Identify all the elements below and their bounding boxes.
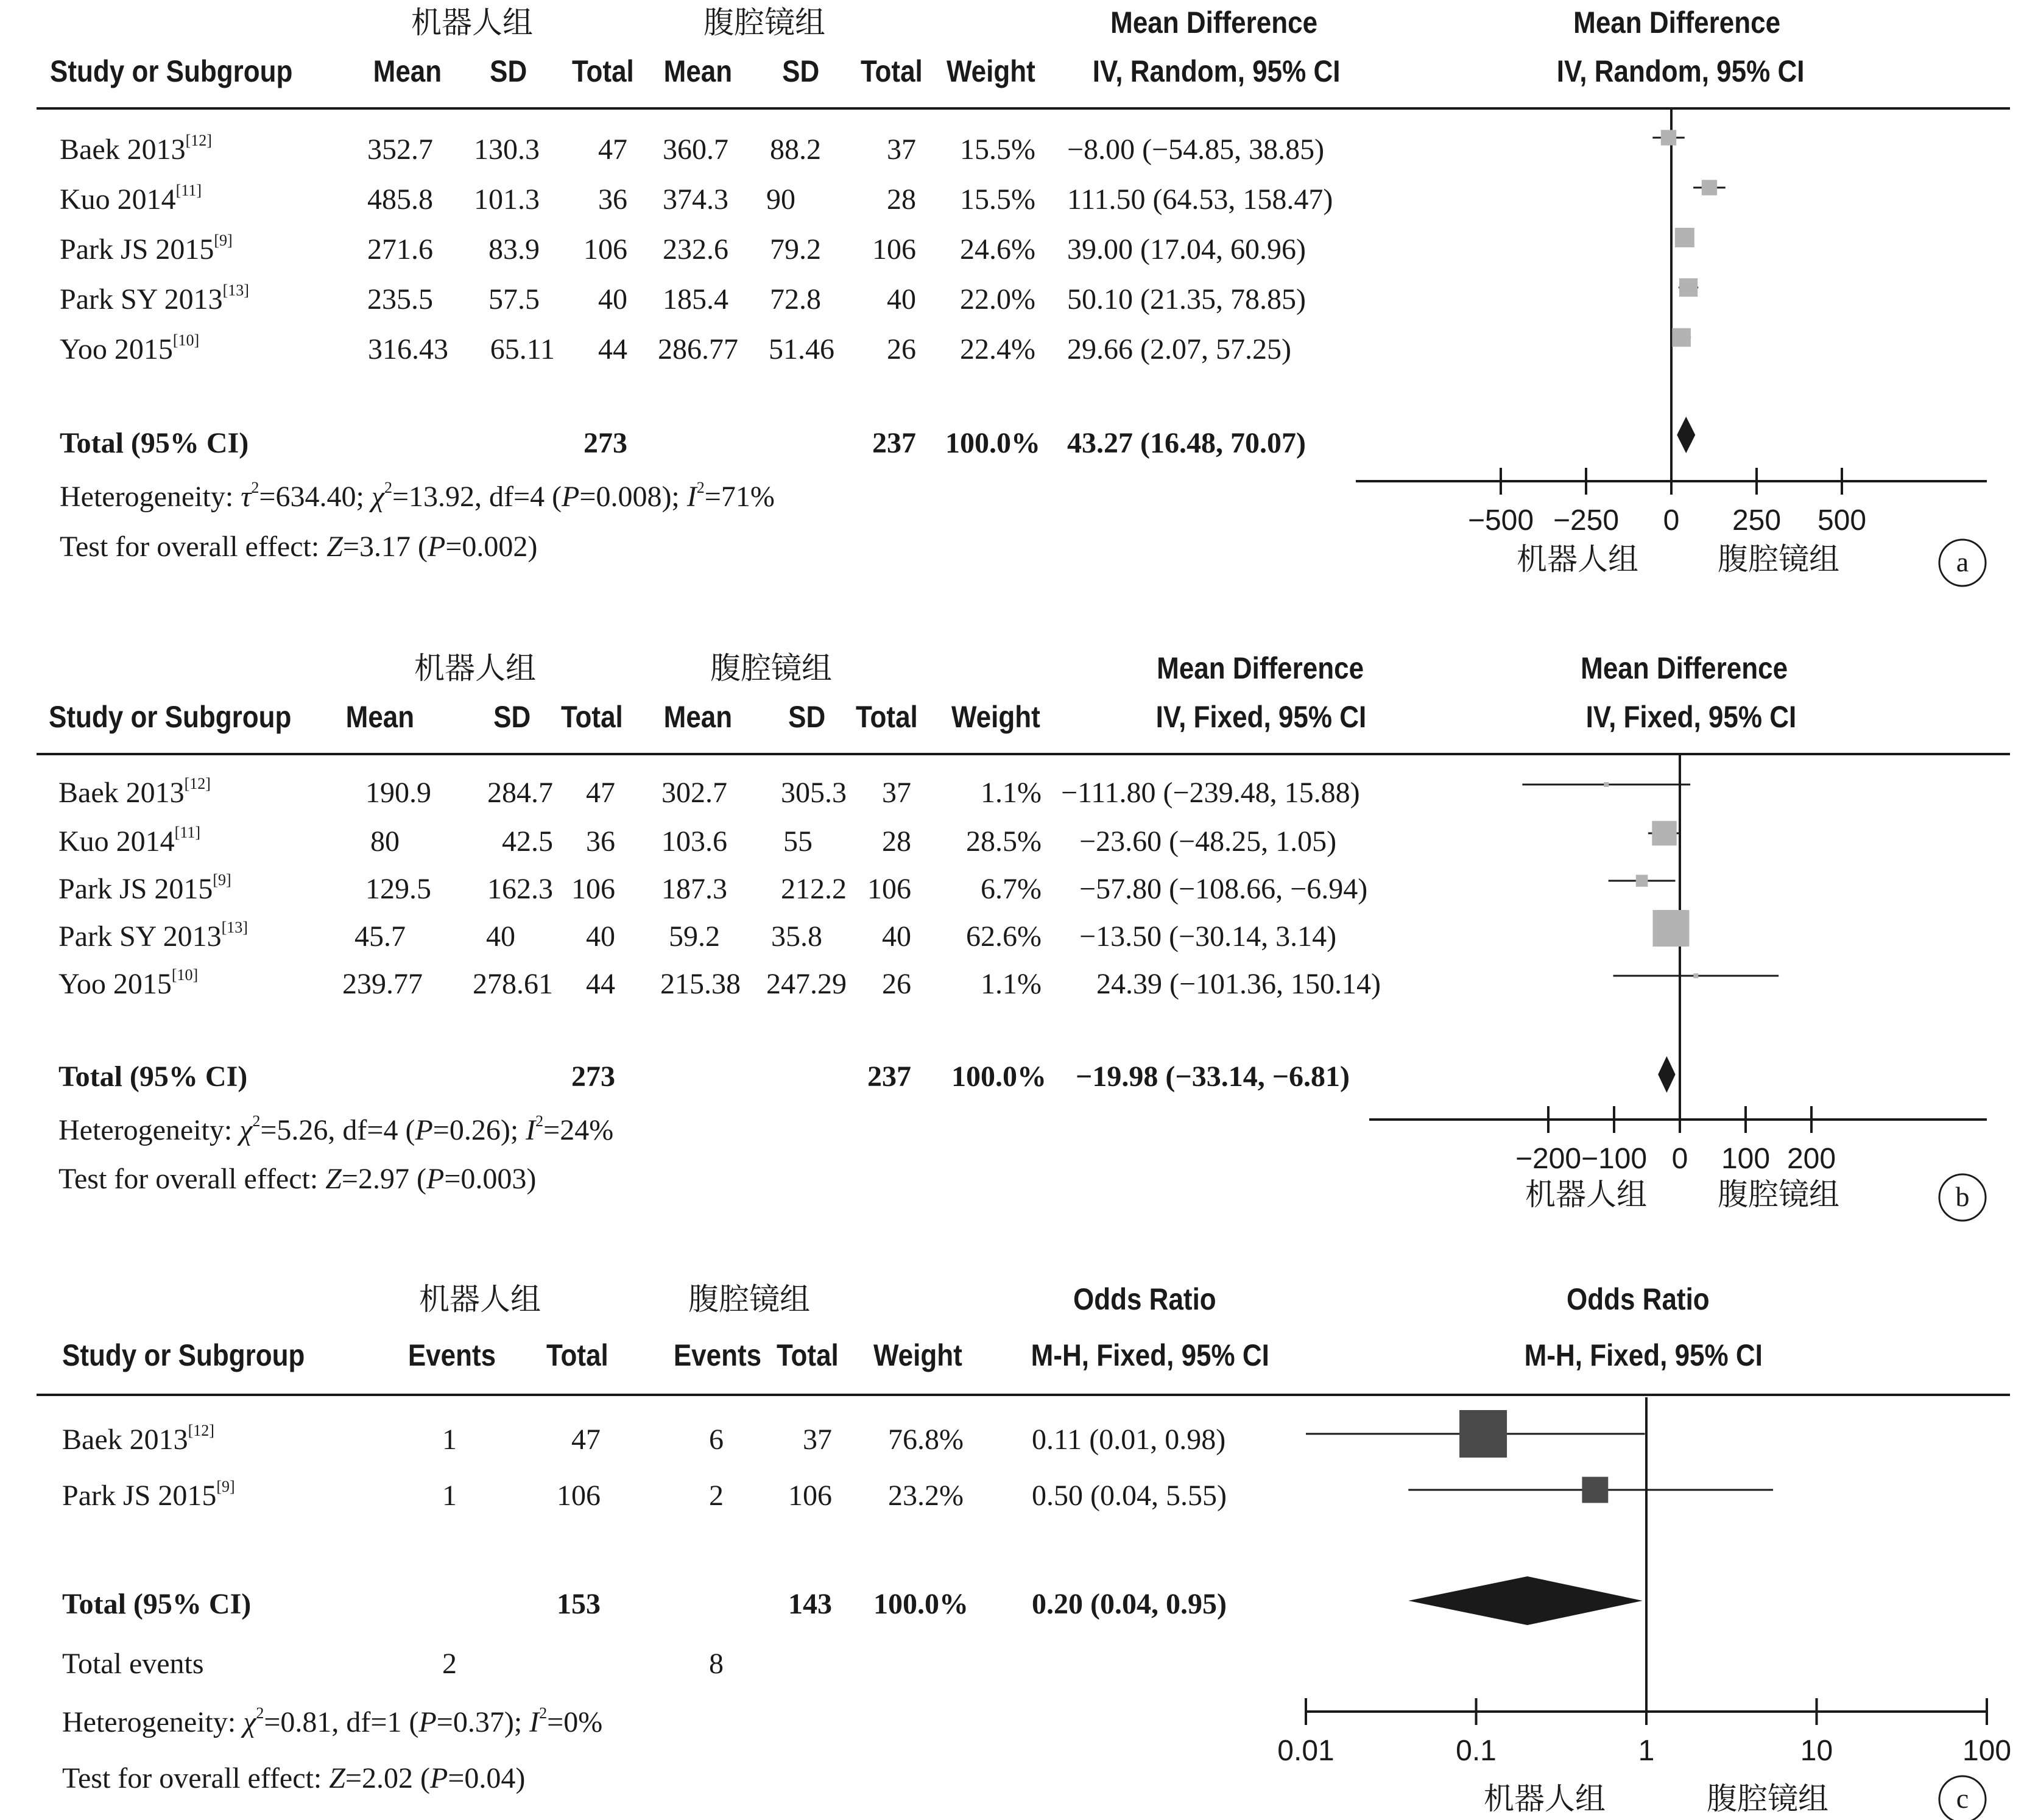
lap-total: 37 xyxy=(882,777,911,809)
tick-label: 0.1 xyxy=(1456,1735,1497,1767)
total-label: Total (95% CI) xyxy=(62,1588,252,1620)
lap-sd: 247.29 xyxy=(766,968,847,1000)
study-header: Study or Subgroup xyxy=(50,54,293,88)
lap-mean-header: Mean xyxy=(663,54,733,88)
total-events-label: Total events xyxy=(62,1648,204,1680)
effect-ci: 50.10 (21.35, 78.85) xyxy=(1067,283,1306,316)
tick-label: 10 xyxy=(1800,1735,1833,1767)
heterogeneity-stats: Heterogeneity: $\chi^2=5.26$, df=4 (P=0.26); $I^2=24\%$ xyxy=(58,1112,614,1146)
effect-ci: 39.00 (17.04, 60.96) xyxy=(1067,233,1306,266)
favours-lap-label: 腹腔镜组 xyxy=(1718,1177,1839,1212)
robot-mean: 129.5 xyxy=(365,873,431,905)
lap-mean: 286.77 xyxy=(658,333,738,365)
robot-sd: 65.11 xyxy=(490,333,555,365)
weight: 76.8% xyxy=(888,1423,964,1456)
group-robot-header: 机器人组 xyxy=(419,1282,541,1317)
robot-mean: 352.7 xyxy=(367,133,433,166)
forest-plot-a xyxy=(1356,110,1987,586)
robot-sd-header: SD xyxy=(493,700,531,734)
lap-mean: 103.6 xyxy=(661,825,727,858)
robot-mean: 271.6 xyxy=(367,233,433,266)
study-name: Park JS 2015[9] xyxy=(58,871,231,905)
robot-sd: 42.5 xyxy=(502,825,553,858)
robot-sd: 162.3 xyxy=(487,873,553,905)
favours-robot-label: 机器人组 xyxy=(1484,1781,1606,1816)
study-marker xyxy=(1652,910,1689,947)
lap-sd: 51.46 xyxy=(769,333,834,365)
tick-label: 0 xyxy=(1671,1143,1688,1175)
tick-label: 1 xyxy=(1638,1735,1655,1767)
lap-total: 26 xyxy=(887,333,916,365)
group-robot-header: 机器人组 xyxy=(414,651,536,686)
robot-sd: 101.3 xyxy=(474,183,540,216)
robot-total: 36 xyxy=(598,183,627,216)
effect-ci: −13.50 (−30.14, 3.14) xyxy=(1079,920,1337,953)
robot-mean: 80 xyxy=(370,825,400,858)
forest-plot-c xyxy=(1277,1397,2011,1820)
overall-effect-test: Test for overall effect: Z=3.17 (P=0.002) xyxy=(60,531,538,563)
lap-total-header: Total xyxy=(860,54,923,88)
effect-ci: 29.66 (2.07, 57.25) xyxy=(1067,333,1291,365)
panel-letter: a xyxy=(1956,546,1969,577)
robot-sd: 284.7 xyxy=(487,777,553,809)
robot-mean: 45.7 xyxy=(354,920,406,953)
robot-mean-header: Mean xyxy=(373,54,442,88)
lap-total: 40 xyxy=(887,283,916,316)
group-lap-header: 腹腔镜组 xyxy=(688,1282,810,1317)
weight-header: Weight xyxy=(951,700,1040,734)
lap-total: 28 xyxy=(887,183,916,216)
tick-label: −100 xyxy=(1581,1143,1648,1175)
effect-ci: 0.20 (0.04, 0.95) xyxy=(1032,1588,1227,1620)
study-name: Baek 2013[12] xyxy=(58,775,211,809)
weight: 62.6% xyxy=(966,920,1042,953)
group-robot-header: 机器人组 xyxy=(411,5,533,40)
favours-lap-label: 腹腔镜组 xyxy=(1718,541,1839,577)
study-header: Study or Subgroup xyxy=(49,700,292,734)
lap-total: 237 xyxy=(872,427,916,459)
lap-total: 106 xyxy=(867,873,911,905)
group-lap-header: 腹腔镜组 xyxy=(703,5,825,40)
lap-sd: 90 xyxy=(766,183,795,216)
study-name: Yoo 2015[10] xyxy=(60,331,200,365)
effect-method-header: IV, Random, 95% CI xyxy=(1092,54,1341,88)
lap-total: 40 xyxy=(882,920,911,953)
lap-events-header: Events xyxy=(673,1338,762,1372)
robot-events: 1 xyxy=(442,1480,457,1512)
study-marker xyxy=(1459,1410,1507,1458)
study-name: Park JS 2015[9] xyxy=(60,231,233,266)
tick-label: 100 xyxy=(1721,1143,1771,1175)
study-marker xyxy=(1672,328,1691,347)
weight: 1.1% xyxy=(981,968,1042,1000)
lap-mean: 59.2 xyxy=(669,920,720,953)
effect-title-header: Mean Difference xyxy=(1157,651,1364,685)
robot-total: 106 xyxy=(584,233,627,266)
robot-mean-header: Mean xyxy=(345,700,415,734)
lap-total: 37 xyxy=(803,1423,832,1456)
pooled-diamond xyxy=(1658,1056,1675,1093)
robot-total: 36 xyxy=(586,825,615,858)
total-label: Total (95% CI) xyxy=(58,1060,248,1093)
robot-total: 106 xyxy=(571,873,615,905)
weight: 100.0% xyxy=(945,427,1040,459)
study-marker xyxy=(1693,973,1698,978)
lap-total-header: Total xyxy=(776,1338,839,1372)
tick-label: −250 xyxy=(1553,504,1620,537)
lap-mean: 374.3 xyxy=(663,183,728,216)
lap-mean: 187.3 xyxy=(661,873,727,905)
robot-events: 1 xyxy=(442,1423,457,1456)
lap-sd: 88.2 xyxy=(770,133,821,166)
lap-mean: 360.7 xyxy=(663,133,728,166)
study-marker xyxy=(1702,180,1717,195)
effect-ci: 24.39 (−101.36, 150.14) xyxy=(1096,968,1381,1000)
robot-mean: 316.43 xyxy=(368,333,448,365)
study-marker xyxy=(1636,875,1648,887)
effect-title-header: Mean Difference xyxy=(1110,5,1318,40)
lap-sd: 305.3 xyxy=(781,777,847,809)
effect-ci: 111.50 (64.53, 158.47) xyxy=(1067,183,1333,216)
lap-total: 37 xyxy=(887,133,916,166)
effect-ci: 43.27 (16.48, 70.07) xyxy=(1067,427,1306,459)
weight: 28.5% xyxy=(966,825,1042,858)
robot-total: 273 xyxy=(584,427,627,459)
study-name: Park SY 2013[13] xyxy=(58,919,248,953)
effect-title-header: Odds Ratio xyxy=(1073,1282,1216,1316)
study-name: Kuo 2014[11] xyxy=(58,824,201,858)
lap-mean-header: Mean xyxy=(663,700,733,734)
tick-label: −500 xyxy=(1467,504,1534,537)
effect-ci: −23.60 (−48.25, 1.05) xyxy=(1079,825,1337,858)
effect-ci: −57.80 (−108.66, −6.94) xyxy=(1079,873,1368,905)
robot-mean: 239.77 xyxy=(342,968,423,1000)
robot-total: 106 xyxy=(557,1480,601,1512)
tick-label: 200 xyxy=(1786,1143,1836,1175)
weight: 23.2% xyxy=(888,1480,964,1512)
tick-label: 0.01 xyxy=(1277,1735,1335,1767)
robot-sd: 278.61 xyxy=(473,968,553,1000)
heterogeneity-stats: Heterogeneity: $\chi^2=0.81$, df=1 (P=0.37); $I^2=0\%$ xyxy=(62,1704,603,1738)
lap-mean: 215.38 xyxy=(660,968,741,1000)
study-name: Kuo 2014[11] xyxy=(60,182,202,216)
robot-total: 273 xyxy=(571,1060,615,1093)
robot-total-header: Total xyxy=(560,700,623,734)
robot-mean: 485.8 xyxy=(367,183,433,216)
study-marker xyxy=(1675,228,1694,247)
group-lap-header: 腹腔镜组 xyxy=(710,651,832,686)
study-marker xyxy=(1582,1477,1608,1503)
weight-header: Weight xyxy=(946,54,1035,88)
robot-sd-header: SD xyxy=(490,54,527,88)
effect-ci: 0.11 (0.01, 0.98) xyxy=(1032,1423,1226,1456)
tick-label: 250 xyxy=(1732,504,1782,537)
effect-ci: −8.00 (−54.85, 38.85) xyxy=(1067,133,1325,166)
robot-total: 44 xyxy=(586,968,615,1000)
robot-total: 153 xyxy=(557,1588,601,1620)
lap-sd-header: SD xyxy=(788,700,826,734)
robot-events-header: Events xyxy=(407,1338,496,1372)
robot-mean: 190.9 xyxy=(365,777,431,809)
weight: 15.5% xyxy=(960,133,1035,166)
favours-robot-label: 机器人组 xyxy=(1525,1177,1647,1212)
robot-total-header: Total xyxy=(546,1338,608,1372)
lap-total: 237 xyxy=(867,1060,911,1093)
lap-events: 6 xyxy=(709,1423,724,1456)
tick-label: 100 xyxy=(1962,1735,2012,1767)
plot-title-header: Odds Ratio xyxy=(1567,1282,1710,1316)
study-marker xyxy=(1652,821,1676,845)
study-name: Park JS 2015[9] xyxy=(62,1478,235,1512)
robot-total: 40 xyxy=(586,920,615,953)
study-name: Baek 2013[12] xyxy=(60,132,212,166)
panel-letter: c xyxy=(1956,1783,1969,1814)
robot-total: 47 xyxy=(598,133,627,166)
lap-mean: 302.7 xyxy=(661,777,727,809)
favours-robot-label: 机器人组 xyxy=(1517,541,1638,577)
study-marker xyxy=(1604,782,1609,787)
overall-effect-test: Test for overall effect: Z=2.97 (P=0.003) xyxy=(58,1163,537,1195)
plot-title-header: Mean Difference xyxy=(1573,5,1781,40)
robot-total: 44 xyxy=(598,333,627,365)
lap-total: 106 xyxy=(872,233,916,266)
lap-events: 2 xyxy=(709,1480,724,1512)
study-header: Study or Subgroup xyxy=(62,1338,305,1372)
weight: 100.0% xyxy=(873,1588,968,1620)
robot-sd: 57.5 xyxy=(488,283,540,316)
robot-sd: 130.3 xyxy=(474,133,540,166)
weight-header: Weight xyxy=(873,1338,962,1372)
robot-events: 2 xyxy=(442,1648,457,1680)
effect-method-header: IV, Fixed, 95% CI xyxy=(1155,700,1367,734)
lap-events: 8 xyxy=(709,1648,724,1680)
robot-sd: 83.9 xyxy=(488,233,540,266)
pooled-diamond xyxy=(1408,1576,1642,1625)
robot-total: 40 xyxy=(598,283,627,316)
robot-mean: 235.5 xyxy=(367,283,433,316)
study-name: Yoo 2015[10] xyxy=(58,966,199,1000)
robot-sd: 40 xyxy=(486,920,515,953)
weight: 24.6% xyxy=(960,233,1035,266)
lap-sd: 55 xyxy=(783,825,813,858)
weight: 22.0% xyxy=(960,283,1035,316)
lap-sd-header: SD xyxy=(782,54,820,88)
study-name: Park SY 2013[13] xyxy=(60,281,249,316)
lap-mean: 185.4 xyxy=(663,283,728,316)
effect-ci: −111.80 (−239.48, 15.88) xyxy=(1061,777,1360,809)
effect-ci: 0.50 (0.04, 5.55) xyxy=(1032,1480,1227,1512)
weight: 22.4% xyxy=(960,333,1035,365)
heterogeneity-stats: Heterogeneity: $\tau^2=634.40$; $\chi^2=13.92$, df=4 (P=0.008); $I^2=71\%$ xyxy=(60,479,775,513)
pooled-diamond xyxy=(1677,417,1695,453)
lap-total: 106 xyxy=(788,1480,832,1512)
plot-title-header: Mean Difference xyxy=(1581,651,1788,685)
plot-method-header: M-H, Fixed, 95% CI xyxy=(1524,1338,1763,1372)
study-name: Baek 2013[12] xyxy=(62,1422,214,1456)
forest-plot-b xyxy=(1369,755,1987,1221)
weight: 6.7% xyxy=(981,873,1042,905)
effect-method-header: M-H, Fixed, 95% CI xyxy=(1031,1338,1269,1372)
lap-total-header: Total xyxy=(855,700,918,734)
lap-total: 26 xyxy=(882,968,911,1000)
robot-total: 47 xyxy=(586,777,615,809)
favours-lap-label: 腹腔镜组 xyxy=(1707,1781,1828,1816)
lap-sd: 35.8 xyxy=(771,920,822,953)
weight: 1.1% xyxy=(981,777,1042,809)
study-marker xyxy=(1679,278,1698,297)
panel-letter: b xyxy=(1955,1181,1970,1212)
overall-effect-test: Test for overall effect: Z=2.02 (P=0.04) xyxy=(62,1762,526,1794)
weight: 100.0% xyxy=(951,1060,1046,1093)
lap-sd: 212.2 xyxy=(781,873,847,905)
tick-label: −200 xyxy=(1515,1143,1582,1175)
robot-total-header: Total xyxy=(571,54,634,88)
lap-sd: 79.2 xyxy=(770,233,821,266)
study-marker xyxy=(1661,130,1676,145)
plot-method-header: IV, Fixed, 95% CI xyxy=(1585,700,1797,734)
lap-total: 28 xyxy=(882,825,911,858)
weight: 15.5% xyxy=(960,183,1035,216)
lap-sd: 72.8 xyxy=(770,283,821,316)
effect-ci: −19.98 (−33.14, −6.81) xyxy=(1076,1060,1350,1093)
lap-total: 143 xyxy=(788,1588,832,1620)
tick-label: 0 xyxy=(1663,504,1680,537)
lap-mean: 232.6 xyxy=(663,233,728,266)
total-label: Total (95% CI) xyxy=(60,427,249,459)
tick-label: 500 xyxy=(1817,504,1867,537)
plot-method-header: IV, Random, 95% CI xyxy=(1556,54,1805,88)
robot-total: 47 xyxy=(571,1423,601,1456)
